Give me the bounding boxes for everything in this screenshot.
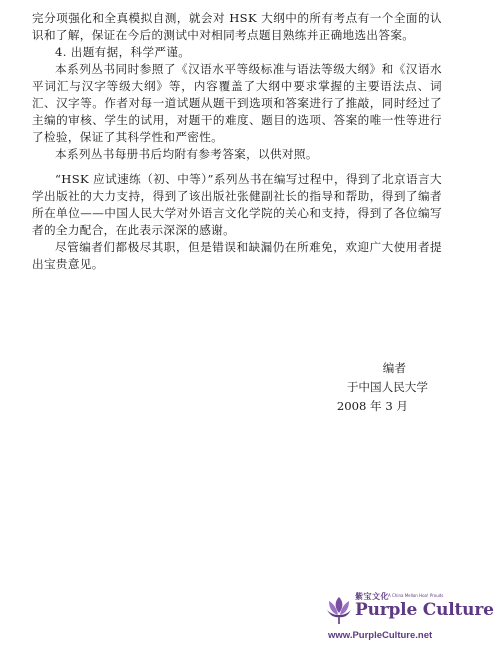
signature-block: [308, 359, 428, 416]
signature-place: 于中国人民大学: [346, 380, 428, 394]
signature-date: 2008 年 3 月: [336, 399, 408, 413]
watermark-tagline: A China Mellon Hoa! Prouds: [388, 593, 444, 598]
watermark-url: www.PurpleCulture.net: [328, 630, 433, 641]
paragraph-point-4: 4. 出题有据，科学严谨。: [55, 45, 191, 59]
paragraph-acknowledgements: “HSK 应试速练（初、中等）”系列丛书在编写过程中，得到了北京语言大学出版社的大力支持，得到了该出版社张健副社长的指导和帮助，得到了编者所在单位——中国人民大学对外语言文化学院的关心和支持，得到了各位编写者的全力配合，在此表示深深的感谢。: [32, 172, 442, 237]
paragraph-continuation: 完分项强化和全真模拟自测，就会对 HSK 大纲中的所有考点有一个全面的认识和了解，保证在今后的测试中对相同考点题目熟练并正确地选出答案。: [32, 11, 442, 42]
watermark-chinese-name: 紫宝文化: [355, 592, 389, 601]
paragraph-feedback: 尽管编者们都极尽其职，但是错误和缺漏仍在所难免，欢迎广大使用者提出宝贵意见。: [32, 240, 442, 271]
paragraph-answers: 本系列丛书每册书后均附有参考答案，以供对照。: [55, 147, 318, 161]
signature-author: 编者: [382, 361, 406, 375]
paragraph-references: 本系列丛书同时参照了《汉语水平等级标准与语法等级大纲》和《汉语水平词汇与汉字等级大纲》等，内容覆盖了大纲中要求掌握的主要语法点、词汇、汉字等。作者对每一道试题从题干到选项和答案进行了推敲，同时经过了主编的审核、学生的试用，对题干的难度、题目的选项、答案的唯一性等进行了检验，保证了其科学性和严密性。: [32, 62, 442, 144]
preface-body: [32, 10, 442, 273]
lotus-flower-icon: [326, 591, 352, 625]
watermark-english-name: Purple Culture: [355, 600, 494, 620]
purple-culture-watermark: [326, 591, 494, 649]
